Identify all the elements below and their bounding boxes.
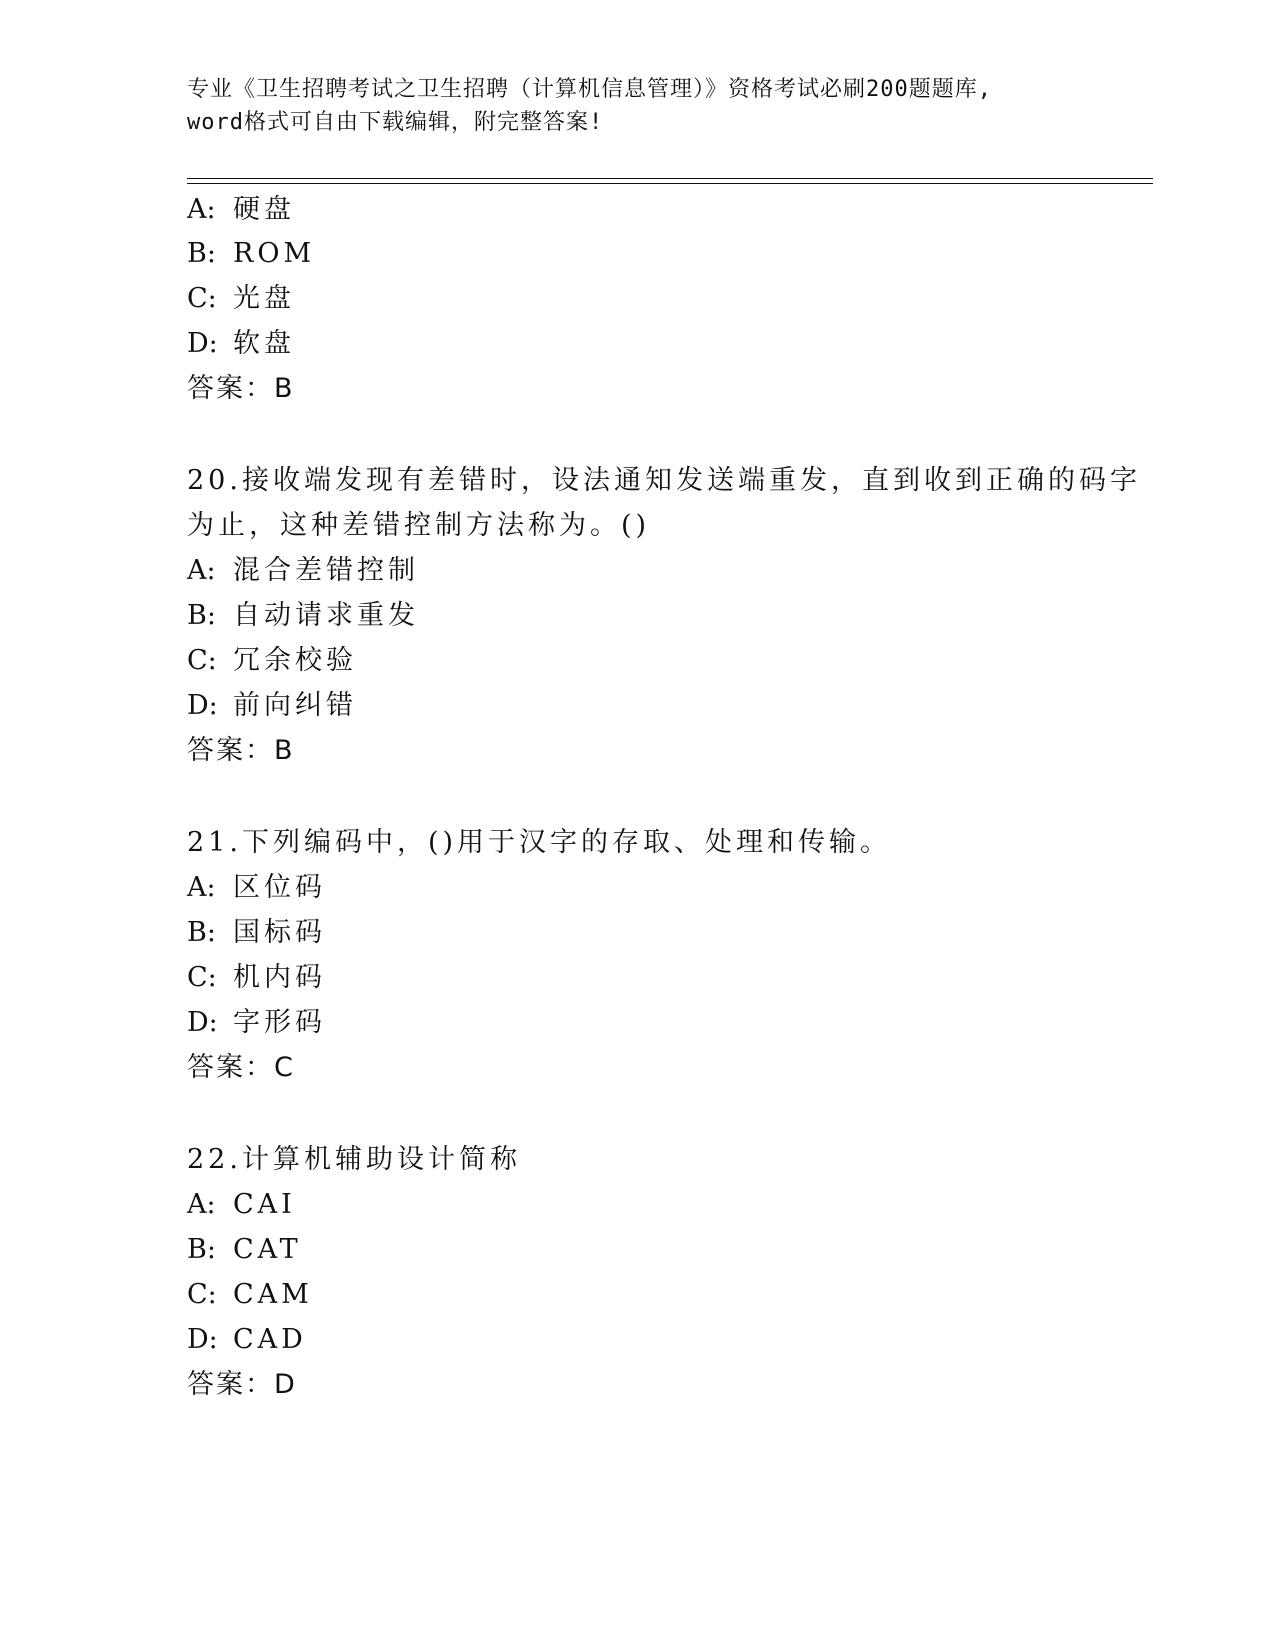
q21-answer: 答案：C xyxy=(187,1052,295,1083)
q21-option-a-label: A: xyxy=(187,872,216,903)
q22-option-d-text: CAD xyxy=(233,1324,307,1355)
q19-option-a-text: 硬盘 xyxy=(233,194,295,225)
q22-option-a-text: CAI xyxy=(233,1189,296,1220)
q19-option-d xyxy=(187,326,295,362)
q20-option-b-text: 自动请求重发 xyxy=(233,600,419,631)
q20-stem-line-2: 为止，这种差错控制方法称为。() xyxy=(187,510,651,541)
q20-option-d-label: D: xyxy=(187,690,218,721)
q22-option-b xyxy=(187,1232,302,1268)
q20-option-c-text: 冗余校验 xyxy=(233,645,357,676)
q22-option-d xyxy=(187,1322,307,1358)
q21-option-d xyxy=(187,1005,326,1041)
q20-option-b xyxy=(187,598,419,634)
q20-option-d xyxy=(187,688,357,724)
q20-stem-line-1: 20.接收端发现有差错时，设法通知发送端重发，直到收到正确的码字 xyxy=(187,465,1141,496)
q22-stem-line-1: 22.计算机辅助设计简称 xyxy=(187,1144,521,1175)
q21-option-a-text: 区位码 xyxy=(233,872,326,903)
q19-option-c-label: C: xyxy=(187,283,217,314)
q21-option-c-label: C: xyxy=(187,962,217,993)
q22-option-a xyxy=(187,1187,296,1223)
q19-option-c xyxy=(187,281,295,317)
q21-option-a xyxy=(187,870,326,906)
q19-option-d-label: D: xyxy=(187,328,218,359)
q19-option-a xyxy=(187,192,295,228)
q22-answer: 答案：D xyxy=(187,1369,297,1400)
q20-option-a xyxy=(187,553,419,589)
q20-option-a-text: 混合差错控制 xyxy=(233,555,419,586)
q22-option-d-label: D: xyxy=(187,1324,218,1355)
q19-option-c-text: 光盘 xyxy=(233,283,295,314)
q21-option-b-text: 国标码 xyxy=(233,917,326,948)
q21-option-b xyxy=(187,915,326,951)
q21-option-d-text: 字形码 xyxy=(233,1007,326,1038)
q19-option-b-label: B: xyxy=(187,238,216,269)
header-divider-bottom xyxy=(187,183,1153,184)
q22-option-c-text: CAM xyxy=(233,1279,313,1310)
document-header xyxy=(187,73,1107,139)
q21-stem-line-1: 21.下列编码中，()用于汉字的存取、处理和传输。 xyxy=(187,827,892,858)
q19-option-b xyxy=(187,236,315,272)
q20-option-d-text: 前向纠错 xyxy=(233,690,357,721)
q19-option-d-text: 软盘 xyxy=(233,328,295,359)
q19-option-b-text: ROM xyxy=(233,238,316,269)
q19-answer: 答案：B xyxy=(187,373,295,404)
q22-option-b-label: B: xyxy=(187,1234,216,1265)
q21-option-b-label: B: xyxy=(187,917,216,948)
q22-option-c-label: C: xyxy=(187,1279,217,1310)
q20-option-b-label: B: xyxy=(187,600,216,631)
q20-option-c-label: C: xyxy=(187,645,217,676)
q20-answer: 答案：B xyxy=(187,735,295,766)
header-line-2: word格式可自由下载编辑，附完整答案! xyxy=(187,110,604,135)
header-line-1: 专业《卫生招聘考试之卫生招聘（计算机信息管理）》资格考试必刷200题题库, xyxy=(187,77,992,102)
q20-option-a-label: A: xyxy=(187,555,216,586)
q21-option-d-label: D: xyxy=(187,1007,218,1038)
q19-option-a-label: A: xyxy=(187,194,216,225)
q21-option-c xyxy=(187,960,326,996)
q22-option-c xyxy=(187,1277,313,1313)
q22-option-b-text: CAT xyxy=(233,1234,302,1265)
q22-option-a-label: A: xyxy=(187,1189,216,1220)
header-divider-top xyxy=(187,178,1153,179)
q21-option-c-text: 机内码 xyxy=(233,962,326,993)
q20-option-c xyxy=(187,643,357,679)
